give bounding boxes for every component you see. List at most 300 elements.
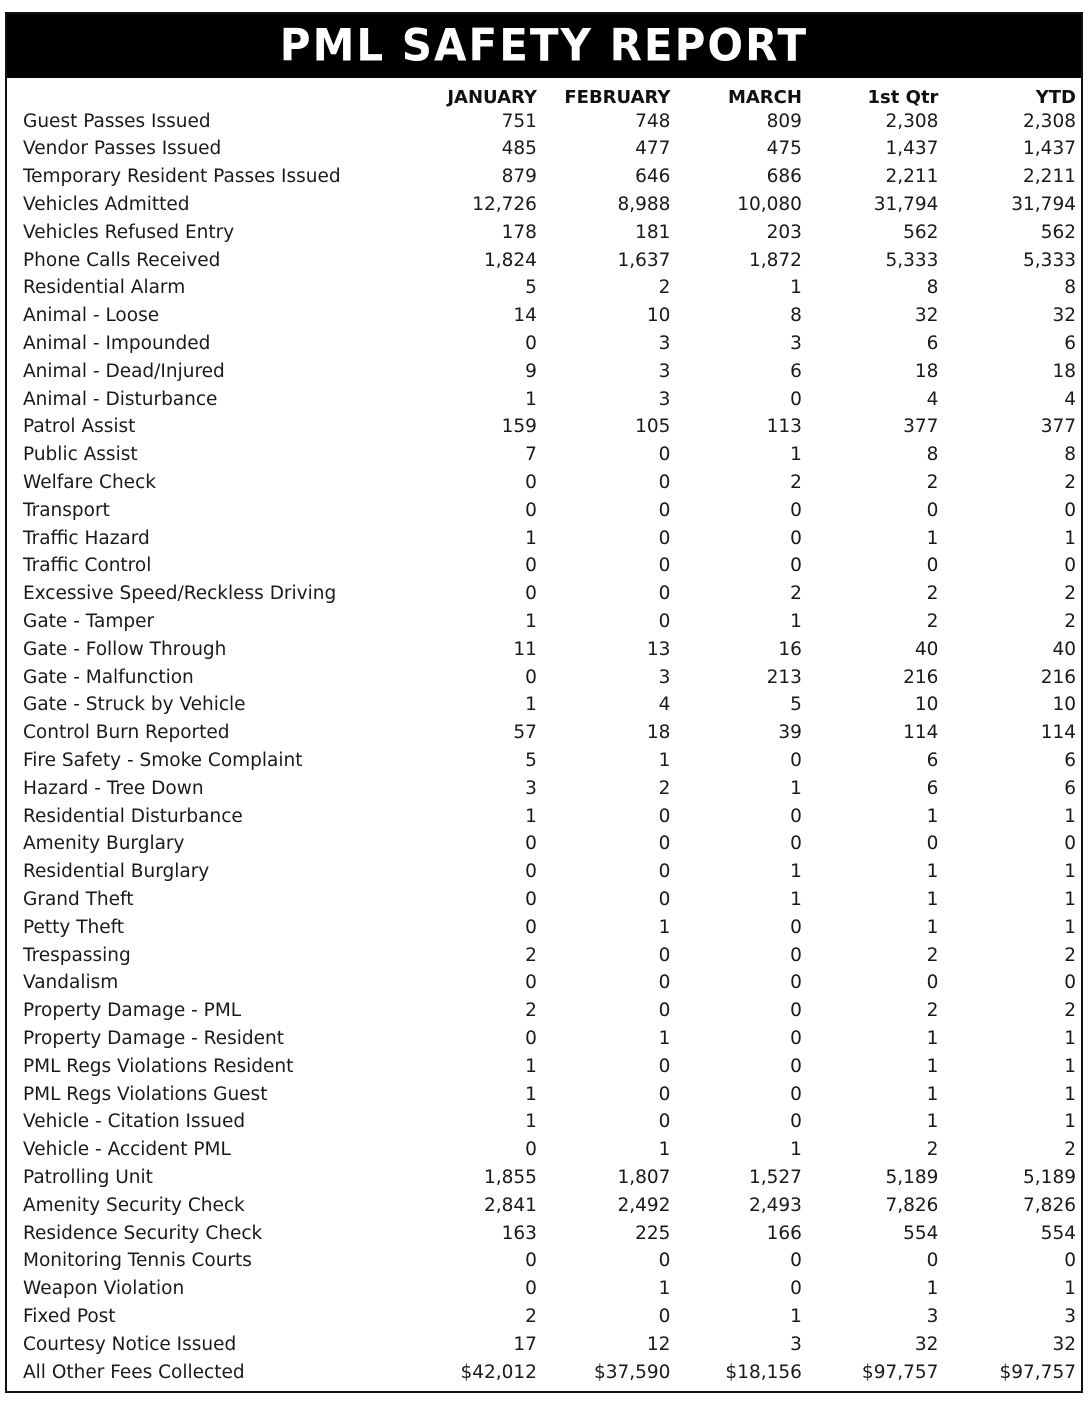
table-row bbox=[20, 1359, 1080, 1387]
cell-ytd: 0 bbox=[1064, 972, 1076, 994]
cell-ytd: 1 bbox=[1064, 527, 1076, 549]
cell-january: 1 bbox=[525, 1083, 537, 1105]
cell-ytd: 1 bbox=[1064, 805, 1076, 827]
cell-ytd: 1 bbox=[1064, 1055, 1076, 1077]
cell-february: 2,492 bbox=[617, 1194, 671, 1216]
table-row bbox=[20, 303, 1080, 331]
cell-january: 1 bbox=[525, 694, 537, 716]
cell-february: 0 bbox=[658, 1111, 671, 1133]
cell-1st-qtr: $97,757 bbox=[861, 1361, 939, 1383]
cell-february: 1 bbox=[658, 916, 671, 938]
table-row bbox=[20, 525, 1080, 553]
cell-february: 12 bbox=[646, 1333, 671, 1355]
cell-march: 0 bbox=[790, 805, 802, 827]
cell-1st-qtr: 5,333 bbox=[885, 249, 939, 271]
cell-march: 0 bbox=[790, 527, 802, 549]
row-label: Amenity Security Check bbox=[23, 1194, 245, 1216]
cell-january: 2 bbox=[525, 1305, 537, 1327]
cell-february: 225 bbox=[635, 1222, 671, 1244]
cell-1st-qtr: 0 bbox=[926, 499, 939, 521]
row-label: Grand Theft bbox=[23, 888, 134, 910]
cell-march: 1 bbox=[790, 444, 802, 466]
table-body bbox=[20, 108, 1080, 1387]
table-row bbox=[20, 942, 1080, 970]
cell-march: 2 bbox=[790, 472, 802, 493]
cell-1st-qtr: 1 bbox=[926, 805, 939, 827]
cell-february: 181 bbox=[635, 221, 671, 243]
cell-february: 3 bbox=[658, 388, 671, 410]
cell-1st-qtr: 2 bbox=[926, 472, 939, 493]
cell-1st-qtr: 10 bbox=[914, 694, 939, 716]
cell-1st-qtr: 31,794 bbox=[873, 194, 939, 216]
cell-ytd: 0 bbox=[1064, 1250, 1076, 1272]
cell-february: 105 bbox=[635, 416, 671, 438]
cell-february: 0 bbox=[658, 583, 671, 605]
row-label: Property Damage - PML bbox=[23, 1000, 242, 1022]
cell-1st-qtr: 377 bbox=[903, 416, 939, 438]
table-row bbox=[20, 1220, 1080, 1248]
cell-1st-qtr: 8 bbox=[926, 444, 939, 466]
cell-march: 0 bbox=[790, 1278, 802, 1300]
header-january: JANUARY bbox=[447, 87, 537, 108]
table-row bbox=[20, 275, 1080, 303]
cell-ytd: 1,437 bbox=[1023, 138, 1076, 160]
cell-ytd: 2 bbox=[1064, 610, 1076, 632]
cell-march: 1 bbox=[790, 888, 802, 910]
cell-march: 0 bbox=[790, 833, 802, 855]
cell-march: 0 bbox=[790, 1083, 802, 1105]
cell-ytd: $97,757 bbox=[999, 1361, 1076, 1383]
row-label: Patrol Assist bbox=[23, 416, 136, 438]
cell-january: 2,841 bbox=[483, 1194, 537, 1216]
table-row bbox=[20, 414, 1080, 442]
cell-january: 178 bbox=[501, 221, 537, 243]
cell-1st-qtr: 1 bbox=[926, 1027, 939, 1049]
cell-february: 18 bbox=[646, 722, 671, 744]
cell-january: 1,855 bbox=[483, 1166, 537, 1188]
table-row bbox=[20, 775, 1080, 803]
cell-march: 39 bbox=[778, 722, 802, 744]
table-row bbox=[20, 108, 1080, 136]
row-label: Fixed Post bbox=[23, 1305, 116, 1327]
row-label: Weapon Violation bbox=[23, 1278, 185, 1300]
cell-ytd: 6 bbox=[1064, 333, 1076, 355]
table-row bbox=[20, 358, 1080, 386]
row-label: Animal - Dead/Injured bbox=[23, 360, 225, 382]
cell-1st-qtr: 4 bbox=[926, 388, 939, 410]
cell-february: 1,807 bbox=[617, 1166, 671, 1188]
cell-ytd: 1 bbox=[1064, 1083, 1076, 1105]
cell-ytd: 1 bbox=[1064, 1027, 1076, 1049]
cell-march: 1 bbox=[790, 610, 802, 632]
row-label: Control Burn Reported bbox=[23, 722, 230, 744]
row-label: PML Regs Violations Resident bbox=[23, 1055, 294, 1077]
cell-february: $37,590 bbox=[593, 1361, 671, 1383]
table-row bbox=[20, 386, 1080, 414]
header-ytd: YTD bbox=[1035, 87, 1076, 108]
table-row bbox=[20, 1192, 1080, 1220]
cell-february: 2 bbox=[658, 277, 671, 299]
table-row bbox=[20, 330, 1080, 358]
row-label: Phone Calls Received bbox=[23, 249, 221, 271]
row-label: Hazard - Tree Down bbox=[23, 777, 204, 799]
cell-february: 748 bbox=[635, 110, 671, 132]
cell-february: 3 bbox=[658, 333, 671, 355]
cell-january: 17 bbox=[513, 1333, 537, 1355]
table-row bbox=[20, 219, 1080, 247]
cell-ytd: 32 bbox=[1052, 305, 1076, 327]
cell-february: 0 bbox=[658, 472, 671, 493]
cell-march: 0 bbox=[790, 388, 802, 410]
cell-january: 9 bbox=[525, 360, 537, 382]
report-title: PML SAFETY REPORT bbox=[279, 19, 809, 72]
cell-january: 1 bbox=[525, 388, 537, 410]
table-row bbox=[20, 803, 1080, 831]
cell-march: 686 bbox=[766, 166, 802, 188]
table-row bbox=[20, 247, 1080, 275]
table-row bbox=[20, 886, 1080, 914]
cell-february: 0 bbox=[658, 888, 671, 910]
row-label: Residential Burglary bbox=[23, 861, 210, 883]
row-label: Fire Safety - Smoke Complaint bbox=[23, 749, 303, 771]
cell-ytd: 1 bbox=[1064, 916, 1076, 938]
cell-ytd: 2 bbox=[1064, 944, 1076, 966]
row-label: Temporary Resident Passes Issued bbox=[23, 166, 341, 188]
cell-1st-qtr: 32 bbox=[914, 1333, 939, 1355]
header-february: FEBRUARY bbox=[564, 87, 671, 108]
cell-january: $42,012 bbox=[460, 1361, 537, 1383]
cell-january: 7 bbox=[525, 444, 537, 466]
row-label: Residential Disturbance bbox=[23, 805, 243, 827]
table-row bbox=[20, 1053, 1080, 1081]
row-label: Vehicle - Accident PML bbox=[23, 1139, 231, 1161]
cell-1st-qtr: 0 bbox=[926, 1250, 939, 1272]
cell-ytd: 8 bbox=[1064, 444, 1076, 466]
table-row bbox=[20, 1081, 1080, 1109]
cell-february: 1 bbox=[658, 1139, 671, 1161]
cell-1st-qtr: 1 bbox=[926, 527, 939, 549]
row-label: Vehicle - Citation Issued bbox=[23, 1111, 246, 1133]
cell-1st-qtr: 40 bbox=[914, 638, 939, 660]
table-row bbox=[20, 136, 1080, 164]
cell-ytd: 8 bbox=[1064, 277, 1076, 299]
table-row bbox=[20, 497, 1080, 525]
cell-ytd: 40 bbox=[1052, 638, 1076, 660]
cell-january: 0 bbox=[525, 916, 537, 938]
cell-1st-qtr: 8 bbox=[926, 277, 939, 299]
cell-march: 5 bbox=[790, 694, 802, 716]
cell-ytd: 2 bbox=[1064, 472, 1076, 493]
cell-january: 1 bbox=[525, 1055, 537, 1077]
cell-ytd: 31,794 bbox=[1011, 194, 1076, 216]
cell-february: 0 bbox=[658, 1250, 671, 1272]
cell-february: 3 bbox=[658, 360, 671, 382]
cell-1st-qtr: 1 bbox=[926, 916, 939, 938]
row-label: Petty Theft bbox=[23, 916, 125, 938]
header-march: MARCH bbox=[727, 87, 802, 108]
cell-march: 2,493 bbox=[748, 1194, 802, 1216]
cell-1st-qtr: 18 bbox=[914, 360, 939, 382]
cell-january: 5 bbox=[525, 749, 537, 771]
cell-january: 0 bbox=[525, 555, 537, 577]
table-header bbox=[20, 82, 1080, 108]
table-row bbox=[20, 442, 1080, 470]
cell-february: 0 bbox=[658, 444, 671, 466]
cell-february: 0 bbox=[658, 527, 671, 549]
cell-1st-qtr: 7,826 bbox=[885, 1194, 939, 1216]
row-label: Animal - Impounded bbox=[23, 333, 211, 355]
cell-march: 1 bbox=[790, 777, 802, 799]
cell-february: 3 bbox=[658, 666, 671, 688]
cell-1st-qtr: 6 bbox=[926, 749, 939, 771]
cell-january: 0 bbox=[525, 333, 537, 355]
table-row bbox=[20, 636, 1080, 664]
cell-1st-qtr: 2 bbox=[926, 1139, 939, 1161]
cell-1st-qtr: 114 bbox=[903, 722, 939, 744]
table-row bbox=[20, 191, 1080, 219]
table-row bbox=[20, 1136, 1080, 1164]
cell-february: 4 bbox=[658, 694, 671, 716]
table-row bbox=[20, 1025, 1080, 1053]
cell-january: 5 bbox=[525, 277, 537, 299]
cell-february: 8,988 bbox=[617, 194, 671, 216]
cell-march: 0 bbox=[790, 499, 802, 521]
cell-ytd: 7,826 bbox=[1023, 1194, 1076, 1216]
cell-ytd: 0 bbox=[1064, 555, 1076, 577]
cell-ytd: 114 bbox=[1040, 722, 1076, 744]
cell-ytd: 4 bbox=[1064, 388, 1076, 410]
cell-january: 1 bbox=[525, 1111, 537, 1133]
cell-january: 1 bbox=[525, 527, 537, 549]
table-row bbox=[20, 747, 1080, 775]
cell-january: 0 bbox=[525, 499, 537, 521]
table-row bbox=[20, 1248, 1080, 1276]
cell-march: 1 bbox=[790, 277, 802, 299]
cell-ytd: 2 bbox=[1064, 1000, 1076, 1022]
cell-march: 0 bbox=[790, 972, 802, 994]
row-label: Gate - Malfunction bbox=[23, 666, 194, 688]
cell-january: 57 bbox=[513, 722, 537, 744]
cell-1st-qtr: 6 bbox=[926, 333, 939, 355]
cell-january: 0 bbox=[525, 472, 537, 493]
table-row bbox=[20, 1164, 1080, 1192]
row-label: Monitoring Tennis Courts bbox=[23, 1250, 252, 1272]
cell-february: 0 bbox=[658, 555, 671, 577]
cell-january: 1 bbox=[525, 805, 537, 827]
cell-ytd: 32 bbox=[1052, 1333, 1076, 1355]
row-label: Vandalism bbox=[23, 972, 119, 994]
table-row bbox=[20, 664, 1080, 692]
cell-march: 0 bbox=[790, 1055, 802, 1077]
cell-march: 475 bbox=[766, 138, 802, 160]
cell-ytd: 6 bbox=[1064, 777, 1076, 799]
row-label: Gate - Tamper bbox=[23, 610, 155, 632]
cell-march: 1 bbox=[790, 861, 802, 883]
table-row bbox=[20, 1109, 1080, 1137]
cell-1st-qtr: 2 bbox=[926, 583, 939, 605]
cell-january: 0 bbox=[525, 666, 537, 688]
header-1st-qtr: 1st Qtr bbox=[867, 87, 939, 108]
cell-january: 163 bbox=[501, 1222, 537, 1244]
table-row bbox=[20, 469, 1080, 497]
cell-february: 0 bbox=[658, 972, 671, 994]
cell-january: 2 bbox=[525, 944, 537, 966]
cell-march: 203 bbox=[766, 221, 802, 243]
cell-january: 879 bbox=[501, 166, 537, 188]
cell-march: 0 bbox=[790, 555, 802, 577]
cell-january: 0 bbox=[525, 972, 537, 994]
cell-march: 3 bbox=[790, 1333, 802, 1355]
cell-1st-qtr: 3 bbox=[926, 1305, 939, 1327]
cell-march: 1 bbox=[790, 1139, 802, 1161]
cell-ytd: 5,333 bbox=[1023, 249, 1076, 271]
row-label: Gate - Struck by Vehicle bbox=[23, 694, 246, 716]
cell-january: 0 bbox=[525, 1250, 537, 1272]
cell-1st-qtr: 2 bbox=[926, 1000, 939, 1022]
cell-february: 0 bbox=[658, 499, 671, 521]
cell-1st-qtr: 562 bbox=[903, 221, 939, 243]
cell-january: 2 bbox=[525, 1000, 537, 1022]
cell-january: 0 bbox=[525, 583, 537, 605]
cell-ytd: 6 bbox=[1064, 749, 1076, 771]
cell-ytd: 216 bbox=[1040, 666, 1076, 688]
cell-february: 0 bbox=[658, 610, 671, 632]
cell-ytd: 3 bbox=[1064, 1305, 1076, 1327]
table-row bbox=[20, 1331, 1080, 1359]
table-row bbox=[20, 914, 1080, 942]
cell-february: 1 bbox=[658, 1027, 671, 1049]
cell-february: 1,637 bbox=[617, 249, 671, 271]
cell-ytd: 1 bbox=[1064, 888, 1076, 910]
table-row bbox=[20, 553, 1080, 581]
cell-1st-qtr: 1 bbox=[926, 1111, 939, 1133]
row-label: Public Assist bbox=[23, 444, 138, 466]
table-row bbox=[20, 608, 1080, 636]
row-label: Vehicles Admitted bbox=[23, 194, 190, 216]
cell-1st-qtr: 1 bbox=[926, 1278, 939, 1300]
cell-march: 2 bbox=[790, 583, 802, 605]
cell-january: 12,726 bbox=[472, 194, 537, 216]
cell-march: 10,080 bbox=[737, 194, 802, 216]
cell-march: 0 bbox=[790, 1027, 802, 1049]
cell-january: 751 bbox=[501, 110, 537, 132]
cell-march: 0 bbox=[790, 916, 802, 938]
cell-march: 0 bbox=[790, 1000, 802, 1022]
row-label: Transport bbox=[23, 499, 110, 521]
cell-february: 1 bbox=[658, 1278, 671, 1300]
cell-january: 11 bbox=[513, 638, 537, 660]
cell-march: 113 bbox=[766, 416, 802, 438]
cell-ytd: 0 bbox=[1064, 833, 1076, 855]
row-label: Amenity Burglary bbox=[23, 833, 185, 855]
row-label: Courtesy Notice Issued bbox=[23, 1333, 237, 1355]
table-row bbox=[20, 998, 1080, 1026]
cell-1st-qtr: 1 bbox=[926, 1083, 939, 1105]
cell-january: 0 bbox=[525, 1278, 537, 1300]
row-label: Guest Passes Issued bbox=[23, 110, 211, 132]
cell-ytd: 2,211 bbox=[1023, 166, 1076, 188]
cell-march: 16 bbox=[778, 638, 802, 660]
cell-february: 0 bbox=[658, 861, 671, 883]
cell-ytd: 5,189 bbox=[1023, 1166, 1076, 1188]
cell-ytd: 1 bbox=[1064, 1278, 1076, 1300]
cell-january: 14 bbox=[513, 305, 537, 327]
row-label: Patrolling Unit bbox=[23, 1166, 153, 1188]
row-label: Traffic Control bbox=[23, 555, 152, 577]
cell-january: 1 bbox=[525, 610, 537, 632]
cell-march: 809 bbox=[766, 110, 802, 132]
cell-1st-qtr: 2 bbox=[926, 944, 939, 966]
cell-1st-qtr: 2,211 bbox=[885, 166, 939, 188]
cell-january: 0 bbox=[525, 861, 537, 883]
table-row bbox=[20, 164, 1080, 192]
cell-march: 0 bbox=[790, 1250, 802, 1272]
table-row bbox=[20, 1275, 1080, 1303]
table-row bbox=[20, 1303, 1080, 1331]
cell-february: 0 bbox=[658, 1055, 671, 1077]
cell-1st-qtr: 6 bbox=[926, 777, 939, 799]
cell-ytd: 18 bbox=[1052, 360, 1076, 382]
cell-february: 0 bbox=[658, 805, 671, 827]
table-row bbox=[20, 970, 1080, 998]
cell-1st-qtr: 2 bbox=[926, 610, 939, 632]
row-label: Vendor Passes Issued bbox=[23, 138, 222, 160]
cell-march: 1 bbox=[790, 1305, 802, 1327]
cell-1st-qtr: 1 bbox=[926, 888, 939, 910]
cell-february: 0 bbox=[658, 833, 671, 855]
row-label: Animal - Disturbance bbox=[23, 388, 218, 410]
cell-1st-qtr: 0 bbox=[926, 555, 939, 577]
table-row bbox=[20, 720, 1080, 748]
cell-january: 485 bbox=[501, 138, 537, 160]
cell-ytd: 377 bbox=[1040, 416, 1076, 438]
row-label: PML Regs Violations Guest bbox=[23, 1083, 268, 1105]
cell-1st-qtr: 1,437 bbox=[885, 138, 939, 160]
table-row bbox=[20, 692, 1080, 720]
cell-march: 166 bbox=[766, 1222, 802, 1244]
cell-ytd: 10 bbox=[1052, 694, 1076, 716]
cell-1st-qtr: 0 bbox=[926, 833, 939, 855]
cell-february: 13 bbox=[646, 638, 671, 660]
cell-february: 0 bbox=[658, 1083, 671, 1105]
cell-february: 0 bbox=[658, 1305, 671, 1327]
cell-ytd: 0 bbox=[1064, 499, 1076, 521]
cell-january: 159 bbox=[501, 416, 537, 438]
cell-ytd: 562 bbox=[1040, 221, 1076, 243]
row-label: Residential Alarm bbox=[23, 277, 186, 299]
cell-ytd: 1 bbox=[1064, 861, 1076, 883]
cell-1st-qtr: 0 bbox=[926, 972, 939, 994]
cell-ytd: 2 bbox=[1064, 1139, 1076, 1161]
cell-january: 1,824 bbox=[483, 249, 537, 271]
cell-february: 477 bbox=[635, 138, 671, 160]
cell-march: 0 bbox=[790, 1111, 802, 1133]
cell-january: 0 bbox=[525, 833, 537, 855]
cell-february: 0 bbox=[658, 944, 671, 966]
row-label: Vehicles Refused Entry bbox=[23, 221, 235, 243]
cell-february: 10 bbox=[646, 305, 671, 327]
cell-january: 3 bbox=[525, 777, 537, 799]
cell-march: $18,156 bbox=[725, 1361, 802, 1383]
cell-ytd: 554 bbox=[1040, 1222, 1076, 1244]
cell-ytd: 1 bbox=[1064, 1111, 1076, 1133]
row-label: Gate - Follow Through bbox=[23, 638, 227, 660]
row-label: Trespassing bbox=[23, 944, 131, 966]
cell-february: 0 bbox=[658, 1000, 671, 1022]
cell-february: 646 bbox=[635, 166, 671, 188]
cell-february: 1 bbox=[658, 749, 671, 771]
cell-march: 213 bbox=[766, 666, 802, 688]
